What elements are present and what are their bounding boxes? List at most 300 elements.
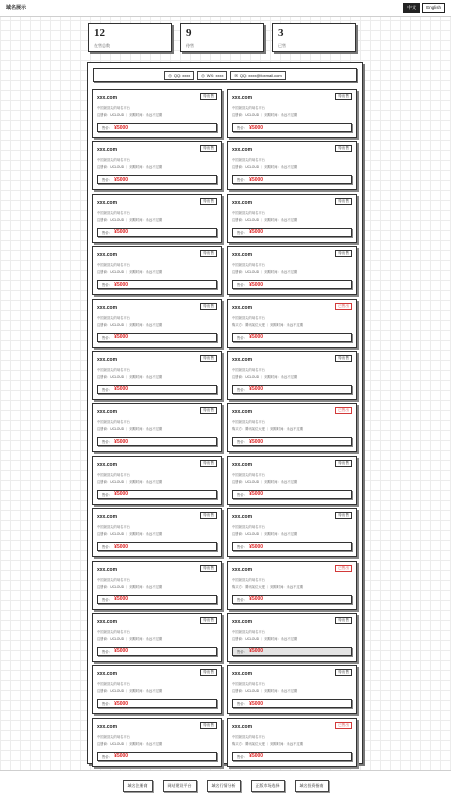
domain-name[interactable]: xxx.com <box>97 95 118 101</box>
domain-card[interactable] <box>227 403 357 452</box>
domain-meta <box>232 269 297 274</box>
price-value: ¥5000 <box>249 543 264 550</box>
meta-separator: ｜ <box>124 532 130 537</box>
domain-description: 中国最顶尖的域名平台 <box>97 367 130 372</box>
domain-description: 中国最顶尖的域名平台 <box>232 367 265 372</box>
registrar-value: UCLOUD <box>110 741 125 746</box>
price-box[interactable] <box>97 542 217 551</box>
contact-qq[interactable] <box>164 71 194 80</box>
domain-card[interactable] <box>92 403 222 452</box>
status-badge: 待出售 <box>200 669 217 676</box>
meta-separator: ｜ <box>264 427 271 432</box>
expire-text: 到期时间：永远不过期 <box>129 532 163 537</box>
price-box[interactable] <box>232 752 352 761</box>
price-value: ¥5000 <box>249 648 264 655</box>
price-value: ¥5000 <box>249 700 264 707</box>
domain-description: 中国最顶尖的域名平台 <box>232 525 265 530</box>
domain-card[interactable] <box>92 718 222 767</box>
domain-name[interactable]: xxx.com <box>232 199 253 206</box>
price-box[interactable] <box>232 175 352 184</box>
meta-label: 注册商： <box>232 217 246 222</box>
domain-card-grid <box>92 89 360 769</box>
domain-name[interactable]: xxx.com <box>97 147 118 154</box>
domain-name[interactable]: xxx.com <box>232 618 253 625</box>
domain-description: 中国最顶尖的域名平台 <box>232 577 265 582</box>
price-label: 售价： <box>237 649 248 654</box>
lang-zh-button[interactable]: 中文 <box>403 3 420 13</box>
status-badge: 待出售 <box>200 722 217 729</box>
domain-name[interactable]: xxx.com <box>232 461 253 468</box>
domain-meta <box>232 636 297 641</box>
meta-separator: ｜ <box>124 584 130 589</box>
registrar-value: UCLOUD <box>245 165 260 170</box>
domain-card[interactable] <box>92 246 222 295</box>
stat-pending-label: 待售 <box>186 43 194 48</box>
domain-card[interactable] <box>227 141 357 190</box>
domain-panel <box>87 62 363 764</box>
domain-name[interactable]: xxx.com <box>97 199 118 206</box>
price-label: 售价： <box>102 335 113 340</box>
price-value: ¥5000 <box>249 596 264 603</box>
status-badge: 待出售 <box>200 512 217 519</box>
domain-description: 中国最顶尖的域名平台 <box>97 525 130 530</box>
status-badge: 待出售 <box>335 512 352 519</box>
meta-separator: ｜ <box>124 374 130 379</box>
expire-text: 到期时间：永远不过期 <box>129 270 163 275</box>
meta-label: 购买方： <box>232 427 246 432</box>
status-badge: 待出售 <box>335 198 352 205</box>
price-value: ¥5000 <box>249 229 264 236</box>
registrar-value: UCLOUD <box>245 270 260 275</box>
registrar-value: UCLOUD <box>110 689 125 694</box>
registrar-value: 腾讯某位大佬 <box>245 322 265 327</box>
domain-name[interactable]: xxx.com <box>232 671 253 678</box>
price-label: 售价： <box>102 492 113 497</box>
domain-name[interactable]: xxx.com <box>97 252 118 259</box>
domain-description: 中国最顶尖的域名平台 <box>97 420 130 425</box>
status-badge: 待出售 <box>200 93 217 100</box>
status-badge: 待出售 <box>335 145 352 152</box>
domain-description: 中国最顶尖的域名平台 <box>97 106 130 110</box>
domain-description: 中国最顶尖的域名平台 <box>97 629 130 634</box>
meta-label: 注册商： <box>97 636 111 641</box>
price-box[interactable] <box>232 699 352 708</box>
domain-name[interactable]: xxx.com <box>232 723 253 730</box>
contact-email-text: QQ: xxxx@foxmail.com <box>239 72 282 78</box>
status-badge: 待出售 <box>200 407 217 414</box>
expire-text: 到期时间：永远不过期 <box>129 479 163 484</box>
price-label: 售价： <box>237 178 248 183</box>
domain-name[interactable]: xxx.com <box>97 304 118 311</box>
price-value: ¥5000 <box>114 386 129 393</box>
footer-link-market[interactable]: 正版市场选择 <box>251 780 285 792</box>
price-box[interactable] <box>232 228 352 237</box>
status-badge: 待出售 <box>335 355 352 362</box>
footer-link-analysis[interactable]: 域名行情分析 <box>207 780 241 792</box>
meta-label: 注册商： <box>97 165 111 170</box>
domain-name[interactable]: xxx.com <box>97 409 118 416</box>
domain-name[interactable]: xxx.com <box>97 618 118 625</box>
contact-wechat-text: WX: xxxx <box>206 72 224 78</box>
meta-label: 注册商： <box>232 479 246 484</box>
price-box[interactable] <box>97 175 217 184</box>
price-value: ¥5000 <box>249 753 264 760</box>
domain-name[interactable]: xxx.com <box>232 252 253 259</box>
domain-description: 中国最顶尖的域名平台 <box>232 682 265 687</box>
price-label: 售价： <box>102 230 113 235</box>
price-label: 售价： <box>102 283 113 288</box>
domain-meta <box>232 164 297 169</box>
domain-name[interactable]: xxx.com <box>232 514 253 521</box>
email-icon: ✉ <box>234 72 238 78</box>
price-value: ¥5000 <box>249 438 264 445</box>
expire-text: 到期时间：永远不过期 <box>129 636 163 641</box>
domain-meta <box>232 112 297 117</box>
expire-text: 到期时间：永远不过期 <box>264 165 298 170</box>
domain-card[interactable] <box>227 246 357 295</box>
domain-meta <box>232 688 297 693</box>
expire-text: 到期时间：永远不过期 <box>129 322 163 327</box>
status-badge: 待出售 <box>200 565 217 572</box>
meta-label: 注册商： <box>97 217 111 222</box>
price-label: 售价： <box>102 387 113 392</box>
price-label: 售价： <box>237 335 248 340</box>
domain-card[interactable] <box>92 299 222 348</box>
registrar-value: 腾讯某位大佬 <box>245 584 265 589</box>
domain-meta <box>232 426 303 431</box>
contact-email[interactable] <box>230 71 285 80</box>
footer-link-registrar[interactable]: 域名注册商 <box>123 780 153 792</box>
expire-text: 到期时间：永远不过期 <box>129 427 163 432</box>
domain-meta <box>232 531 297 536</box>
price-value: ¥5000 <box>249 491 264 498</box>
meta-separator: ｜ <box>124 270 130 275</box>
registrar-value: UCLOUD <box>110 427 125 432</box>
price-box[interactable] <box>97 280 217 289</box>
wechat-icon: ◎ <box>201 72 205 78</box>
domain-meta <box>97 426 162 431</box>
status-badge: 已售出 <box>335 722 352 729</box>
meta-separator: ｜ <box>259 689 265 694</box>
status-badge: 待出售 <box>335 669 352 676</box>
status-badge: 待出售 <box>335 93 352 100</box>
footer-link-guide[interactable]: 域名投资指南 <box>295 780 329 792</box>
price-box[interactable] <box>97 490 217 499</box>
meta-separator: ｜ <box>259 532 265 537</box>
meta-separator: ｜ <box>259 374 265 379</box>
expire-text: 到期时间：永远不过期 <box>264 374 298 379</box>
domain-description: 中国最顶尖的域名平台 <box>97 472 130 477</box>
meta-label: 注册商： <box>232 689 246 694</box>
status-badge: 待出售 <box>200 303 217 310</box>
meta-label: 注册商： <box>232 270 246 275</box>
domain-card[interactable] <box>92 141 222 190</box>
meta-separator: ｜ <box>259 479 265 484</box>
domain-name[interactable]: xxx.com <box>97 723 118 730</box>
price-label: 售价： <box>237 126 248 130</box>
meta-separator: ｜ <box>124 165 130 170</box>
domain-meta <box>97 688 162 693</box>
meta-label: 注册商： <box>97 584 111 589</box>
status-badge: 待出售 <box>200 145 217 152</box>
price-box[interactable] <box>232 647 352 656</box>
domain-description: 中国最顶尖的域名平台 <box>232 472 265 477</box>
price-box[interactable] <box>97 647 217 656</box>
domain-name[interactable]: xxx.com <box>232 304 253 311</box>
meta-label: 注册商： <box>232 374 246 379</box>
domain-description: 中国最顶尖的域名平台 <box>232 734 265 739</box>
price-box[interactable] <box>232 123 352 132</box>
meta-label: 购买方： <box>232 584 246 589</box>
price-value: ¥5000 <box>249 334 264 341</box>
status-badge: 待出售 <box>335 460 352 467</box>
price-box[interactable] <box>232 542 352 551</box>
meta-label: 注册商： <box>97 741 111 746</box>
meta-label: 购买方： <box>232 322 246 327</box>
domain-meta <box>97 269 162 274</box>
meta-separator: ｜ <box>124 217 130 222</box>
price-value: ¥5000 <box>114 753 129 760</box>
price-label: 售价： <box>237 545 248 550</box>
domain-meta <box>232 479 297 484</box>
price-label: 售价： <box>237 387 248 392</box>
domain-card[interactable] <box>92 665 222 714</box>
domain-description: 中国最顶尖的域名平台 <box>97 210 130 215</box>
domain-meta <box>97 112 162 117</box>
price-box[interactable] <box>97 333 217 342</box>
price-label: 售价： <box>102 754 113 759</box>
price-box[interactable] <box>97 123 217 132</box>
price-label: 售价： <box>237 440 248 445</box>
price-label: 售价： <box>102 597 113 602</box>
price-box[interactable] <box>232 437 352 446</box>
registrar-value: 腾讯某位大佬 <box>245 741 265 746</box>
stat-sold <box>272 23 356 52</box>
domain-description: 中国最顶尖的域名平台 <box>232 420 265 425</box>
expire-text: 到期时间：永远不过期 <box>270 427 304 432</box>
stats-row <box>88 23 356 52</box>
meta-label: 注册商： <box>232 113 246 117</box>
price-value: ¥5000 <box>249 176 264 183</box>
registrar-value: UCLOUD <box>110 636 125 641</box>
site-title: 域名展示 <box>6 5 27 11</box>
price-value: ¥5000 <box>114 543 129 550</box>
price-box[interactable] <box>97 699 217 708</box>
expire-text: 到期时间：永远不过期 <box>129 165 163 170</box>
contact-bar <box>93 68 357 82</box>
domain-description: 中国最顶尖的域名平台 <box>97 682 130 687</box>
stat-total-label: 在售总数 <box>94 43 110 48</box>
price-value: ¥5000 <box>249 386 264 393</box>
footer-link-builder[interactable]: 网站建设平台 <box>163 780 197 792</box>
price-box[interactable] <box>97 437 217 446</box>
status-badge: 待出售 <box>200 617 217 624</box>
price-box[interactable] <box>232 595 352 604</box>
domain-meta <box>97 217 162 222</box>
meta-separator: ｜ <box>124 113 130 117</box>
stat-total-value: 12 <box>94 27 105 39</box>
domain-name[interactable]: xxx.com <box>97 356 118 363</box>
meta-separator: ｜ <box>259 113 265 117</box>
domain-card[interactable] <box>92 194 222 243</box>
lang-en-button[interactable]: English <box>422 3 445 13</box>
registrar-value: UCLOUD <box>245 479 260 484</box>
status-badge: 待出售 <box>200 250 217 257</box>
registrar-value: UCLOUD <box>245 532 260 537</box>
expire-text: 到期时间：永远不过期 <box>264 217 298 222</box>
price-box[interactable] <box>232 280 352 289</box>
domain-meta <box>232 217 297 222</box>
domain-card[interactable] <box>92 351 222 400</box>
meta-label: 注册商： <box>232 165 246 170</box>
price-label: 售价： <box>102 545 113 550</box>
expire-text: 到期时间：永远不过期 <box>264 270 298 275</box>
registrar-value: UCLOUD <box>110 217 125 222</box>
registrar-value: UCLOUD <box>245 689 260 694</box>
domain-name[interactable]: xxx.com <box>97 671 118 678</box>
price-label: 售价： <box>237 492 248 497</box>
meta-label: 注册商： <box>97 427 111 432</box>
price-value: ¥5000 <box>114 596 129 603</box>
domain-card[interactable] <box>227 456 357 505</box>
domain-card[interactable] <box>227 299 357 348</box>
meta-label: 注册商： <box>97 322 111 327</box>
domain-description: 中国最顶尖的域名平台 <box>97 158 130 163</box>
domain-card[interactable] <box>92 613 222 662</box>
domain-name[interactable]: xxx.com <box>97 461 118 468</box>
domain-card[interactable] <box>227 718 357 767</box>
domain-name[interactable]: xxx.com <box>232 147 253 154</box>
domain-card[interactable] <box>227 561 357 610</box>
price-box[interactable] <box>97 228 217 237</box>
price-value: ¥5000 <box>114 176 129 183</box>
domain-description: 中国最顶尖的域名平台 <box>232 629 265 634</box>
domain-name[interactable]: xxx.com <box>232 95 253 101</box>
meta-label: 注册商： <box>97 374 111 379</box>
domain-meta <box>232 584 303 589</box>
registrar-value: UCLOUD <box>245 636 260 641</box>
price-box[interactable] <box>232 490 352 499</box>
price-box[interactable] <box>97 752 217 761</box>
domain-card[interactable] <box>92 456 222 505</box>
domain-card[interactable] <box>227 89 357 138</box>
registrar-value: UCLOUD <box>110 113 125 117</box>
contact-wechat[interactable] <box>197 71 227 80</box>
registrar-value: UCLOUD <box>110 532 125 537</box>
domain-card[interactable] <box>92 561 222 610</box>
price-value: ¥5000 <box>114 281 129 288</box>
price-label: 售价： <box>102 126 113 130</box>
meta-separator: ｜ <box>259 270 265 275</box>
registrar-value: UCLOUD <box>245 374 260 379</box>
meta-label: 注册商： <box>97 479 111 484</box>
expire-text: 到期时间：永远不过期 <box>129 584 163 589</box>
domain-name[interactable]: xxx.com <box>232 566 253 573</box>
expire-text: 到期时间：永远不过期 <box>264 532 298 537</box>
domain-description: 中国最顶尖的域名平台 <box>97 263 130 268</box>
expire-text: 到期时间：永远不过期 <box>264 479 298 484</box>
price-label: 售价： <box>237 597 248 602</box>
domain-meta <box>97 164 162 169</box>
stat-sold-value: 3 <box>278 27 284 39</box>
expire-text: 到期时间：永远不过期 <box>270 584 304 589</box>
meta-separator: ｜ <box>264 584 271 589</box>
price-box[interactable] <box>97 595 217 604</box>
registrar-value: UCLOUD <box>245 113 260 117</box>
status-badge: 待出售 <box>200 355 217 362</box>
price-label: 售价： <box>102 440 113 445</box>
domain-name[interactable]: xxx.com <box>232 356 253 363</box>
language-switch <box>403 3 445 13</box>
meta-label: 注册商： <box>97 689 111 694</box>
price-label: 售价： <box>237 283 248 288</box>
expire-text: 到期时间：永远不过期 <box>264 689 298 694</box>
domain-description: 中国最顶尖的域名平台 <box>232 106 265 110</box>
domain-description: 中国最顶尖的域名平台 <box>97 315 130 320</box>
meta-separator: ｜ <box>124 689 130 694</box>
meta-separator: ｜ <box>124 479 130 484</box>
meta-separator: ｜ <box>264 322 271 327</box>
domain-meta <box>97 741 162 746</box>
price-value: ¥5000 <box>114 700 129 707</box>
price-value: ¥5000 <box>249 124 264 131</box>
registrar-value: UCLOUD <box>110 165 125 170</box>
registrar-value: UCLOUD <box>110 374 125 379</box>
status-badge: 待出售 <box>200 198 217 205</box>
price-label: 售价： <box>237 754 248 759</box>
domain-meta <box>97 531 162 536</box>
domain-card[interactable] <box>227 665 357 714</box>
top-bar <box>0 0 451 17</box>
meta-separator: ｜ <box>124 427 130 432</box>
domain-meta <box>97 584 162 589</box>
domain-card[interactable] <box>227 613 357 662</box>
price-label: 售价： <box>237 702 248 707</box>
meta-separator: ｜ <box>124 636 130 641</box>
domain-description: 中国最顶尖的域名平台 <box>232 263 265 268</box>
price-box[interactable] <box>232 333 352 342</box>
meta-label: 注册商： <box>232 532 246 537</box>
domain-card[interactable] <box>92 89 222 138</box>
domain-meta <box>232 741 303 746</box>
expire-text: 到期时间：永远不过期 <box>129 217 163 222</box>
domain-card[interactable] <box>227 194 357 243</box>
stat-pending-value: 9 <box>186 27 192 39</box>
price-label: 售价： <box>102 178 113 183</box>
contact-qq-text: QQ: xxxx <box>173 72 191 78</box>
domain-card[interactable] <box>227 508 357 557</box>
expire-text: 到期时间：永远不过期 <box>270 741 304 746</box>
meta-separator: ｜ <box>259 217 265 222</box>
expire-text: 到期时间：永远不过期 <box>129 374 163 379</box>
price-value: ¥5000 <box>114 648 129 655</box>
meta-separator: ｜ <box>259 165 265 170</box>
price-box[interactable] <box>232 385 352 394</box>
domain-name[interactable]: xxx.com <box>232 409 253 416</box>
stat-sold-label: 已售 <box>278 43 286 48</box>
domain-card[interactable] <box>92 508 222 557</box>
domain-meta <box>97 374 162 379</box>
domain-card[interactable] <box>227 351 357 400</box>
expire-text: 到期时间：永远不过期 <box>270 322 304 327</box>
domain-description: 中国最顶尖的域名平台 <box>232 315 265 320</box>
domain-name[interactable]: xxx.com <box>97 514 118 521</box>
price-box[interactable] <box>97 385 217 394</box>
meta-label: 注册商： <box>97 113 111 117</box>
domain-name[interactable]: xxx.com <box>97 566 118 573</box>
registrar-value: UCLOUD <box>110 322 125 327</box>
price-label: 售价： <box>102 649 113 654</box>
